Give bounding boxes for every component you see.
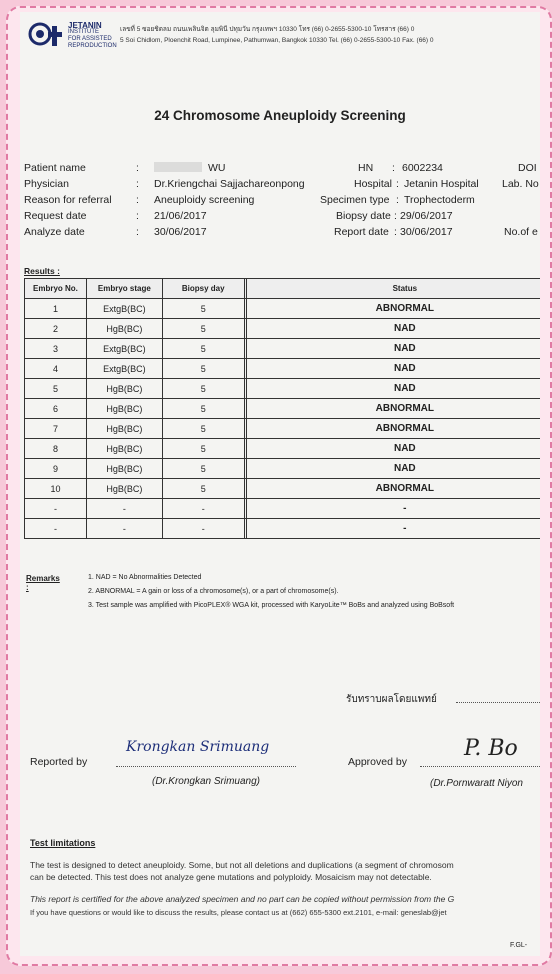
cell-status: NAD [246, 339, 540, 359]
cell-biopsy-day: 5 [162, 459, 244, 479]
approved-signature: P. Bo [464, 736, 518, 761]
acknowledge-dotted-line [456, 702, 540, 703]
limitations-text: can be detected. This test does not analyze gene mutations and polyploidy. Mosaicism may not detectable. [30, 872, 432, 882]
cell-stage: HgB(BC) [86, 419, 162, 439]
colon: : [394, 210, 397, 222]
info-value: WU [208, 162, 226, 174]
cell-embryo-no: 3 [25, 339, 87, 359]
cell-embryo-no: 2 [25, 319, 87, 339]
remark-note: 2. ABNORMAL = A gain or loss of a chromosome(s), or a part of chromosome(s). [88, 588, 339, 595]
cell-status: ABNORMAL [246, 299, 540, 319]
cell-biopsy-day: 5 [162, 479, 244, 499]
cell-status: ABNORMAL [246, 479, 540, 499]
colon: : [392, 162, 395, 174]
table-row [25, 419, 541, 439]
table-row [25, 519, 541, 539]
colon: : [396, 178, 399, 190]
table-row [25, 499, 541, 519]
cell-biopsy-day: - [162, 499, 244, 519]
cell-stage: HgB(BC) [86, 379, 162, 399]
info-value: Jetanin Hospital [404, 178, 479, 190]
cell-embryo-no: 4 [25, 359, 87, 379]
cell-status: - [246, 519, 540, 539]
cell-stage: HgB(BC) [86, 319, 162, 339]
table-row [25, 459, 541, 479]
cell-biopsy-day: 5 [162, 339, 244, 359]
cell-stage: HgB(BC) [86, 479, 162, 499]
colon: : [136, 226, 139, 238]
col-header-embryo-no: Embryo No. [25, 279, 87, 299]
cell-status: NAD [246, 359, 540, 379]
info-label: Reason for referral [24, 194, 112, 206]
cell-stage: ExtgB(BC) [86, 359, 162, 379]
info-row [24, 162, 540, 178]
address-thai: เลขที่ 5 ซอยชิดลม ถนนเพลินจิต ลุมพินี ปทุมวัน กรุงเทพฯ 10330 โทร (66) 0-2655-5300-10 โทรสาร (66) 0 [120, 26, 415, 33]
col-header-status: Status [246, 279, 540, 299]
info-label: Biopsy date [336, 210, 391, 222]
cell-status: ABNORMAL [246, 419, 540, 439]
test-limitations-label: Test limitations [30, 838, 96, 848]
cell-status: NAD [246, 379, 540, 399]
colon: : [394, 226, 397, 238]
cell-status: NAD [246, 319, 540, 339]
info-cutoff: No.of e [504, 226, 538, 238]
cell-status: NAD [246, 439, 540, 459]
info-cutoff: Lab. No [502, 178, 539, 190]
cell-stage: HgB(BC) [86, 399, 162, 419]
cell-biopsy-day: 5 [162, 399, 244, 419]
info-row [24, 226, 540, 242]
cell-biopsy-day: 5 [162, 299, 244, 319]
table-row [25, 359, 541, 379]
table-row [25, 439, 541, 459]
info-label: Physician [24, 178, 69, 190]
info-value: 21/06/2017 [154, 210, 207, 222]
report-paper [20, 12, 540, 956]
cell-stage: - [86, 519, 162, 539]
table-row [25, 339, 541, 359]
cell-biopsy-day: - [162, 519, 244, 539]
cell-embryo-no: - [25, 499, 87, 519]
table-row [25, 399, 541, 419]
cell-stage: HgB(BC) [86, 459, 162, 479]
info-label: HN [358, 162, 374, 174]
cell-embryo-no: 6 [25, 399, 87, 419]
reported-name: (Dr.Krongkan Srimuang) [152, 776, 261, 787]
cell-embryo-no: - [25, 519, 87, 539]
info-row [24, 194, 540, 210]
info-value: 30/06/2017 [400, 226, 453, 238]
colon: : [136, 194, 139, 206]
report-title: 24 Chromosome Aneuploidy Screening [154, 108, 406, 123]
info-label: Hospital [354, 178, 392, 190]
contact-text: If you have questions or would like to discuss the results, please contact us at (662) 655-5300 ext.2101, e-mail: geneslab@jet [30, 908, 447, 917]
info-row [24, 178, 540, 194]
cell-biopsy-day: 5 [162, 319, 244, 339]
cell-status: ABNORMAL [246, 399, 540, 419]
cell-biopsy-day: 5 [162, 379, 244, 399]
col-header-biopsy-day: Biopsy day [162, 279, 244, 299]
colon: : [136, 210, 139, 222]
cell-embryo-no: 7 [25, 419, 87, 439]
table-row [25, 299, 541, 319]
colon: : [136, 162, 139, 174]
reported-by-label: Reported by [30, 756, 88, 768]
info-cutoff: DOI [518, 162, 537, 174]
cell-status: NAD [246, 459, 540, 479]
cell-embryo-no: 9 [25, 459, 87, 479]
physician-acknowledge-label: รับทราบผลโดยแพทย์ [346, 694, 437, 705]
info-value: 30/06/2017 [154, 226, 207, 238]
form-code: F.GL- [510, 942, 528, 949]
jetanin-logo-icon [28, 20, 64, 52]
info-value: 6002234 [402, 162, 443, 174]
info-value: 29/06/2017 [400, 210, 453, 222]
certification-text: This report is certified for the above analyzed specimen and no part can be copied without permission from the G [30, 894, 455, 904]
info-label: Patient name [24, 162, 86, 174]
table-row [25, 319, 541, 339]
cell-embryo-no: 10 [25, 479, 87, 499]
colon: : [136, 178, 139, 190]
cell-status: - [246, 499, 540, 519]
table-row [25, 379, 541, 399]
address-block [120, 24, 434, 46]
approved-by-label: Approved by [348, 756, 407, 768]
cell-embryo-no: 5 [25, 379, 87, 399]
remarks-label: Remarks : [26, 574, 60, 592]
results-table [24, 278, 540, 539]
col-header-embryo-stage: Embryo stage [86, 279, 162, 299]
info-value: Trophectoderm [404, 194, 475, 206]
table-header-row [25, 279, 541, 299]
remark-note: 1. NAD = No Abnormalities Detected [88, 574, 202, 581]
remark-note: 3. Test sample was amplified with PicoPLEX® WGA kit, processed with KaryoLite™ BoBs and analyzed using BoBsoft [88, 602, 455, 609]
table-row [25, 479, 541, 499]
colon: : [396, 194, 399, 206]
logo-subtitle: INSTITUTE FOR ASSISTED REPRODUCTION [68, 29, 117, 49]
cell-biopsy-day: 5 [162, 439, 244, 459]
info-value: Dr.Kriengchai Sajjachareonpong [154, 178, 305, 190]
info-label: Request date [24, 210, 87, 222]
cell-stage: - [86, 499, 162, 519]
logo-text [68, 21, 117, 50]
address-english: 5 Soi Chidlom, Ploenchit Road, Lumpinee, Pathumwan, Bangkok 10330 Tel. (66) 0-2655-5300-10 Fax. (66) 0 [120, 37, 434, 44]
cell-biopsy-day: 5 [162, 419, 244, 439]
cell-stage: ExtgB(BC) [86, 299, 162, 319]
letterhead [26, 16, 536, 56]
logo-name: JETANIN [68, 21, 102, 30]
info-label: Specimen type [320, 194, 390, 206]
results-label: Results : [24, 266, 60, 276]
info-row [24, 210, 540, 226]
cell-stage: HgB(BC) [86, 439, 162, 459]
info-label: Report date [334, 226, 389, 238]
cell-embryo-no: 8 [25, 439, 87, 459]
reported-signature: Krongkan Srimuang [126, 739, 270, 755]
info-label: Analyze date [24, 226, 85, 238]
cell-embryo-no: 1 [25, 299, 87, 319]
cell-biopsy-day: 5 [162, 359, 244, 379]
info-value: Aneuploidy screening [154, 194, 255, 206]
approved-dotted-line [420, 766, 540, 767]
approved-name: (Dr.Pornwaratt Niyon [430, 778, 523, 789]
redacted-name-block [154, 162, 202, 172]
limitations-text: The test is designed to detect aneuploidy. Some, but not all deletions and duplications (a segment of chromosom [30, 860, 454, 870]
reported-dotted-line [116, 766, 296, 767]
cell-stage: ExtgB(BC) [86, 339, 162, 359]
